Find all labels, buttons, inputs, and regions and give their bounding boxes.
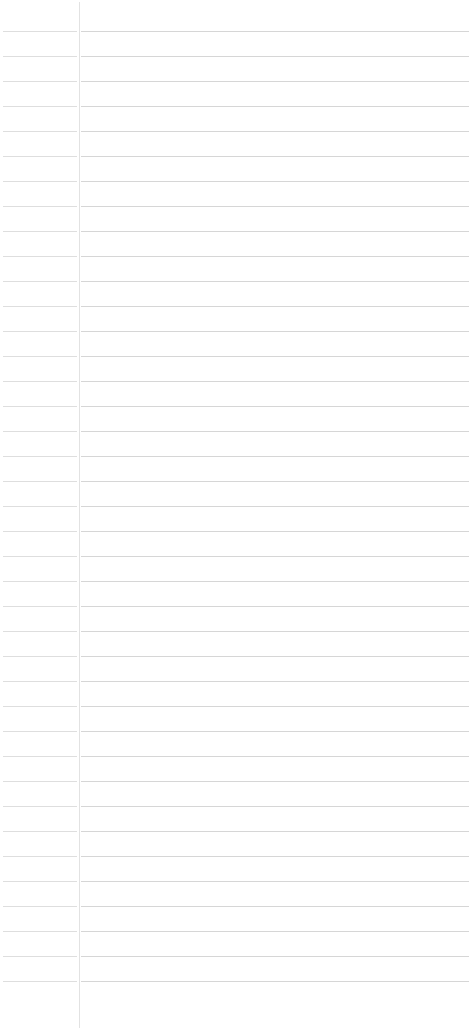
rule-line-left [3,131,77,132]
rule-line-left [3,331,77,332]
rule-line [81,281,469,282]
rule-line [81,906,469,907]
rule-line-left [3,56,77,57]
rule-line [81,56,469,57]
rule-line [81,431,469,432]
rule-line [81,81,469,82]
rule-line-left [3,856,77,857]
rule-line [81,806,469,807]
rule-line-left [3,406,77,407]
rule-line-left [3,156,77,157]
rule-line-left [3,481,77,482]
rule-line-left [3,831,77,832]
rule-line-left [3,906,77,907]
rule-line [81,206,469,207]
rule-line-left [3,281,77,282]
rule-line [81,331,469,332]
rule-line-left [3,931,77,932]
rule-line-left [3,581,77,582]
rule-line [81,231,469,232]
rule-line [81,881,469,882]
rule-line-left [3,106,77,107]
rule-line [81,931,469,932]
rule-line-left [3,881,77,882]
rule-line-left [3,381,77,382]
rule-line-left [3,256,77,257]
rule-line [81,256,469,257]
rule-line-left [3,306,77,307]
rule-line [81,31,469,32]
rule-line [81,381,469,382]
rule-line-left [3,981,77,982]
rule-line [81,606,469,607]
rule-line-left [3,181,77,182]
rule-line [81,506,469,507]
rule-line-left [3,706,77,707]
rule-line-left [3,431,77,432]
rule-line-left [3,31,77,32]
rule-line [81,781,469,782]
rule-line-left [3,556,77,557]
margin-line [79,2,80,1028]
rule-line-left [3,506,77,507]
rule-line-left [3,231,77,232]
rule-line [81,406,469,407]
rule-line [81,831,469,832]
rule-line [81,981,469,982]
rule-line-left [3,656,77,657]
rule-line-left [3,956,77,957]
rule-line [81,456,469,457]
rule-line [81,731,469,732]
rule-line-left [3,456,77,457]
rule-line-left [3,681,77,682]
rule-line-left [3,531,77,532]
rule-line [81,631,469,632]
rule-line-left [3,731,77,732]
rule-line [81,556,469,557]
rule-line-left [3,206,77,207]
rule-line-left [3,356,77,357]
rule-line [81,106,469,107]
rule-line [81,531,469,532]
rule-line [81,156,469,157]
rule-line [81,956,469,957]
rule-line-left [3,781,77,782]
rule-line [81,681,469,682]
rule-line-left [3,631,77,632]
rule-line-left [3,806,77,807]
rule-line [81,481,469,482]
rule-line [81,131,469,132]
rule-line [81,356,469,357]
rule-line [81,656,469,657]
rule-line [81,181,469,182]
rule-line [81,756,469,757]
rule-line [81,581,469,582]
rule-line [81,306,469,307]
rule-line-left [3,81,77,82]
rule-line-left [3,756,77,757]
rule-line [81,706,469,707]
rule-line-left [3,606,77,607]
rule-line [81,856,469,857]
